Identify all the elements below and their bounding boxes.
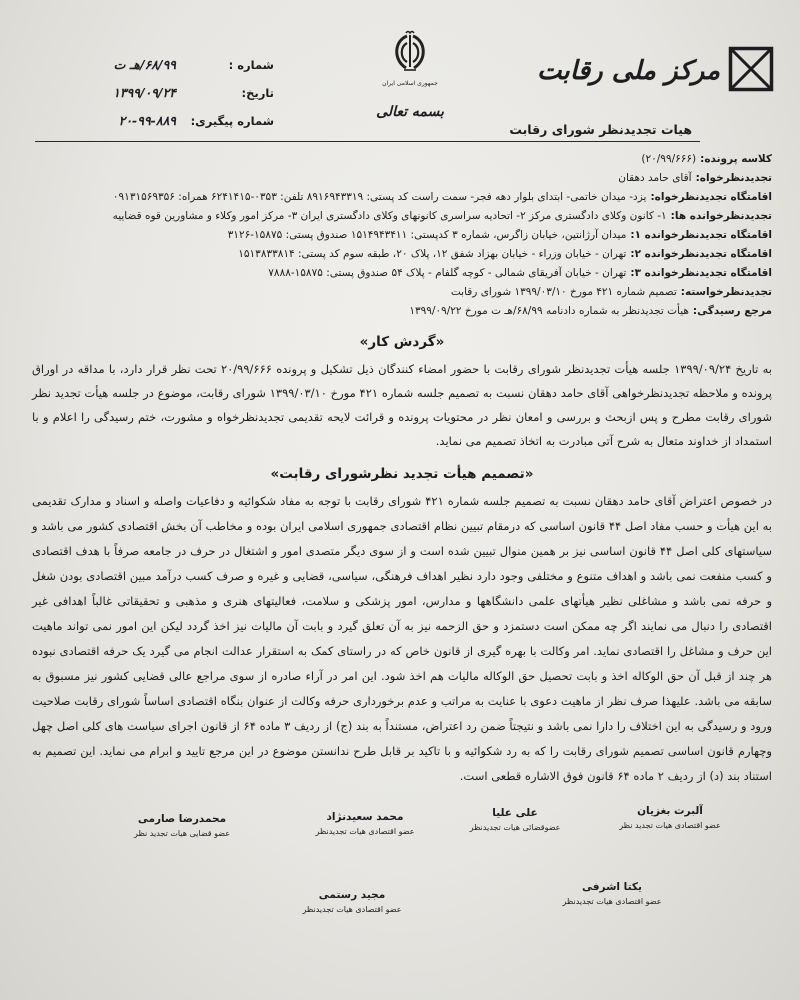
meta-date-row	[38, 86, 274, 106]
case-info-label: اقامتگاه تجدیدنظرخوانده ۳:	[630, 267, 772, 279]
signatory-name: مجید رستمی	[318, 889, 386, 901]
meta-tracking-row	[38, 114, 274, 134]
signatory-role: عضو قضایی هیات تجدید نظر	[134, 829, 230, 838]
signatory	[107, 811, 257, 841]
signatory-name: محمد سعیدنژاد	[326, 811, 404, 823]
case-info-line	[32, 207, 772, 226]
case-info-label: تجدیدنظرخواسته:	[680, 286, 772, 298]
meta-number-value: ۶۸/۹۹/هـ ت	[113, 57, 176, 72]
case-info-label: اقامتگاه تجدیدنظرخوانده ۲:	[630, 248, 772, 260]
invocation-text: بسمه تعالی	[376, 104, 444, 120]
signatory	[277, 887, 427, 917]
iran-emblem-icon	[390, 28, 430, 74]
signatory-role: عضو اقتصادی هیات تجدیدنظر	[315, 827, 415, 836]
case-info-value: تهران - خیابان وزراء - خیابان بهزاد شفق ۱۲، پلاک ۲۰، طبقه سوم کد پستی: ۱۵۱۳۸۳۳۸۱۴	[238, 248, 627, 260]
signatory-role: عضو اقتصادی هیات تجدید نظر	[619, 821, 721, 830]
signatory-name: یکتا اشرفی	[582, 881, 642, 893]
case-info-label: اقامتگاه تجدیدنظرخواه:	[650, 191, 772, 203]
case-info-line	[32, 188, 772, 207]
case-info-value: تصمیم شماره ۴۲۱ مورخ ۱۳۹۹/۰۳/۱۰ شورای رقابت	[450, 286, 677, 298]
signatory-role: عضوقضائی هیات تجدیدنظر	[469, 823, 561, 832]
competition-center-logo-icon	[728, 46, 774, 92]
header-divider	[35, 141, 700, 142]
signatory	[440, 805, 590, 835]
case-info-value: آقای حامد دهقان	[618, 172, 692, 184]
case-info	[32, 150, 772, 321]
case-info-line	[32, 150, 772, 169]
case-info-line	[32, 169, 772, 188]
meta-number-row	[38, 58, 274, 78]
decision-paragraph: در خصوص اعتراض آقای حامد دهقان نسبت به تصمیم جلسه شماره ۴۲۱ شورای رقابت با توجه به مفاد شکوائیه و دفاعیات واصله و اسناد و مدارک تقدیمی به این هیأت و حسب مفاد اصل ۴۴ قانون اساسی که درمقام تبیین نظام اقتصادی جمهوری اسلامی ایران بوده و مخاطب آن بخش اقتصادی کشور می باشد و سیاستهای کلی اصل ۴۴ قانون اساسی نیز بر همین منوال تبیین شده است و از سوی دیگر متصدی امور و اشتغال در حرف در جامعه صرفاً با هدف اقتصادی و کسب منفعت نمی باشد و اهداف متنوع و مختلفی وجود دارد نظیر اهداف فرهنگی، سیاسی، قضایی و غیره و صرف کسب درآمد مبین اقتصادی بودن شغل و حرفه نمی باشد و مشاغلی نظیر هیأتهای علمی دانشگاهها و مدارس، امور پزشکی و سلامت، فعالیتهای هنری و مذهبی و تحقیقاتی غالباً اهدافی غیر اقتصادی را دنبال می نمایند اگر چه ممکن است دستمزد و حق الزحمه نیز به آن تعلق گیرد و بابت آن مالیات نیز اخذ گردد لیکن این امور نمی تواند ماهیت این حرف و مشاغل را اقتصادی نماید. امر وکالت با بهره گیری از قانون خاص که در راستای کمک به استقرار عدالت انجام می گیرد یک حرفه اقتصادی نبوده هر چند از قبل آن حق الوکاله اخذ و بابت تحصیل حق الوکاله مالیات هم اخذ شود. این امر در آراء صادره از سوی مراجع عالی قضایی کشور نیز مسبوق به سابقه می باشد. علیهذا صرف نظر از ماهیت دعوی با عنایت به مراتب و عدم برخورداری حرفه وکالت از عنوان بنگاه اقتصادی اساساً شورای رقابت صلاحیت ورود و رسیدگی به این اختلاف را دارا نمی باشد و نتیجتاً ضمن رد اعتراض، مستنداً به بند (ج) از ردیف ۳ ماده ۶۴ از قانون اجرای سیاست های کلی اصل چهل وچهارم قانون اساسی تصمیم شورای رقابت را که به رد شکوائیه و با تاکید بر قابل طرح ندانستن موضوع در این مرجع تایید و ابرام می نماید. این تصمیم به استناد بند (د) از ردیف ۲ ماده ۶۴ قانون فوق الاشاره قطعی است.	[32, 494, 772, 783]
case-info-label: تجدیدنظرخوانده ها:	[670, 210, 772, 222]
case-info-line	[32, 245, 772, 264]
case-info-line	[32, 302, 772, 321]
case-info-value: هیأت تجدیدنظر به شماره دادنامه ۶۸/۹۹/هـ ت مورخ ۱۳۹۹/۰۹/۲۲	[409, 305, 689, 317]
organization-name: مرکز ملی رقابت	[537, 56, 720, 86]
meta-date-label: تاریخ:	[241, 86, 274, 100]
case-info-label: مرجع رسیدگی:	[692, 305, 772, 317]
signatory-name: آلبرت بغزیان	[637, 805, 703, 817]
case-info-value: میدان آرژانتین، خیابان زاگرس، شماره ۳ کدپستی: ۱۵۱۴۹۴۳۴۱۱ صندوق پستی: ۱۵۸۷۵-۳۱۲۶	[227, 229, 627, 241]
document-meta	[38, 56, 274, 140]
case-info-line	[32, 264, 772, 283]
case-info-label: تجدیدنظرخواه:	[695, 172, 772, 184]
case-info-label: اقامتگاه تجدیدنظرخوانده ۱:	[630, 229, 772, 241]
workflow-paragraph: به تاریخ ۱۳۹۹/۰۹/۲۴ جلسه هیأت تجدیدنظر شورای رقابت با حضور امضاء کنندگان ذیل تشکیل و پرونده ۲۰/۹۹/۶۶۶ تحت نظر قرار دارد، با مداقه در اوراق پرونده و ملاحظه تجدیدنظرخواهی آقای حامد دهقان نسبت به تصمیم جلسه شماره ۴۲۱ مورخ ۱۳۹۹/۰۳/۱۰ شورای رقابت، موضوع در جلسه هیأت تجدید نظر شورای رقابت مطرح و پس ازبحث و بررسی و امعان نظر در محتویات پرونده و قرائت لایحه تقدیمی تجدیدنظرخواه و مشورت، ختم رسیدگی را اعلام و با استمداد از خداوند متعال به شرح آتی مبادرت به اتخاذ تصمیم می نماید.	[32, 362, 773, 448]
meta-date-value: ۱۳۹۹/۰۹/۲۴	[113, 85, 176, 100]
signatory	[290, 809, 440, 839]
signatory-name: محمدرضا صارمی	[137, 813, 227, 825]
signatory-name: علی علیا	[492, 807, 538, 819]
signatory-role: عضو اقتصادی هیات تجدیدنظر	[562, 897, 662, 906]
decision-heading: «تصمیم هیأت تجدید نظرشورای رقابت»	[270, 466, 534, 482]
case-info-value: تهران - خیابان آفریقای شمالی - کوچه گلفام - پلاک ۵۴ صندوق پستی: ۱۵۸۷۵-۷۸۸۸	[268, 267, 627, 279]
signatory-role: عضو اقتصادی هیات تجدیدنظر	[302, 905, 402, 914]
case-info-line	[32, 283, 772, 302]
signatory	[595, 803, 745, 833]
board-title: هیات تجدیدنظر شورای رقابت	[509, 122, 692, 137]
document-body	[32, 150, 772, 928]
signatory	[537, 879, 687, 909]
case-info-value: (۲۰/۹۹/۶۶۶)	[641, 153, 697, 165]
emblem-caption: جمهوری اسلامی ایران	[382, 80, 438, 87]
meta-tracking-label: شماره پیگیری:	[190, 114, 274, 128]
signature-block	[32, 803, 772, 928]
case-info-label: کلاسه پرونده:	[700, 153, 772, 165]
case-info-value: ۱- کانون وکلای دادگستری مرکز ۲- اتحادیه سراسری کانونهای وکلای دادگستری ایران ۳- مرکز امور وکلاء و مشاورین قوه قضاییه	[112, 210, 667, 222]
meta-number-label: شماره :	[228, 58, 274, 72]
workflow-heading: «گردش کار»	[359, 334, 445, 350]
case-info-line	[32, 226, 772, 245]
case-info-value: یزد- میدان خاتمی- ابتدای بلوار دهه فجر- سمت راست کد پستی: ۸۹۱۶۹۴۳۳۱۹ تلفن: ۰۳۵۳-۶۲۴۱۴۱۵ همراه: ۰۹۱۳۱۵۶۹۳۵۶	[112, 191, 647, 203]
meta-tracking-value: ۲۰-۹۹-۸۸۹	[118, 113, 176, 128]
